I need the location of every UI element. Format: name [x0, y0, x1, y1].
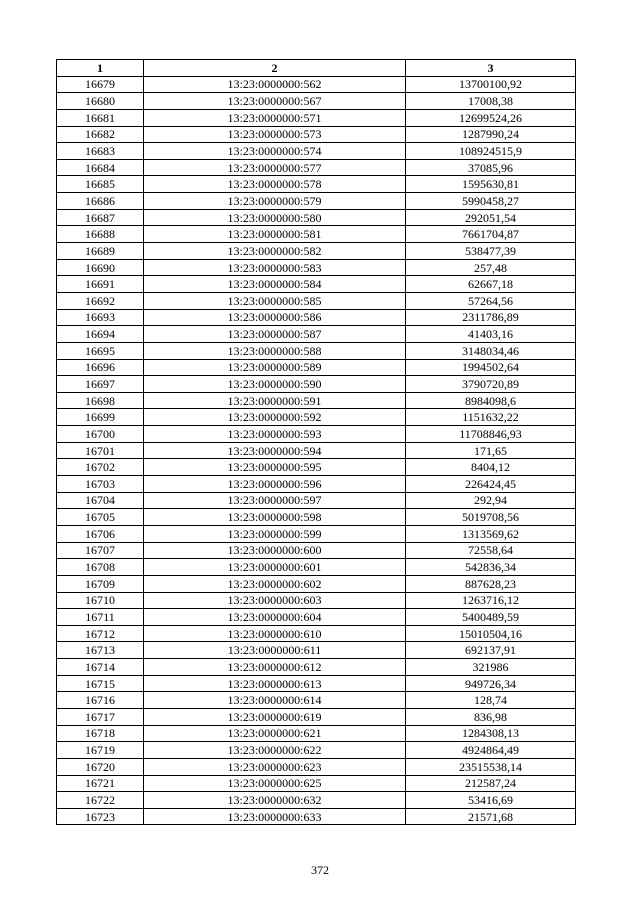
table-row: [57, 708, 576, 725]
cadastral-number-cell: 13:23:0000000:612: [144, 659, 406, 676]
row-number-cell: 16715: [57, 675, 144, 692]
row-number-cell: 16696: [57, 359, 144, 376]
table-row: [57, 243, 576, 260]
cadastral-number-cell: 13:23:0000000:603: [144, 592, 406, 609]
value-cell: 292051,54: [406, 209, 576, 226]
cadastral-number-cell: 13:23:0000000:613: [144, 675, 406, 692]
cadastral-number-cell: 13:23:0000000:571: [144, 109, 406, 126]
cadastral-number-cell: 13:23:0000000:592: [144, 409, 406, 426]
value-cell: 7661704,87: [406, 226, 576, 243]
value-cell: 226424,45: [406, 476, 576, 493]
value-cell: 321986: [406, 659, 576, 676]
cadastral-number-cell: 13:23:0000000:596: [144, 476, 406, 493]
cadastral-number-cell: 13:23:0000000:578: [144, 176, 406, 193]
row-number-cell: 16721: [57, 775, 144, 792]
value-cell: 17008,38: [406, 93, 576, 110]
table-row: [57, 326, 576, 343]
row-number-cell: 16682: [57, 126, 144, 143]
table-body: [57, 76, 576, 825]
table-row: [57, 659, 576, 676]
value-cell: 1287990,24: [406, 126, 576, 143]
value-cell: 41403,16: [406, 326, 576, 343]
table-row: [57, 492, 576, 509]
table-row: [57, 592, 576, 609]
value-cell: 4924864,49: [406, 742, 576, 759]
cadastral-number-cell: 13:23:0000000:632: [144, 792, 406, 809]
table-row: [57, 376, 576, 393]
table-row: [57, 476, 576, 493]
table-row: [57, 193, 576, 210]
value-cell: 3148034,46: [406, 342, 576, 359]
cadastral-number-cell: 13:23:0000000:588: [144, 342, 406, 359]
table-row: [57, 292, 576, 309]
table-header: [57, 60, 576, 77]
row-number-cell: 16711: [57, 609, 144, 626]
value-cell: 128,74: [406, 692, 576, 709]
table-row: [57, 625, 576, 642]
row-number-cell: 16691: [57, 276, 144, 293]
cadastral-number-cell: 13:23:0000000:602: [144, 575, 406, 592]
cadastral-number-cell: 13:23:0000000:567: [144, 93, 406, 110]
cadastral-number-cell: 13:23:0000000:593: [144, 426, 406, 443]
table-row: [57, 209, 576, 226]
cadastral-number-cell: 13:23:0000000:600: [144, 542, 406, 559]
table-row: [57, 525, 576, 542]
table-row: [57, 775, 576, 792]
value-cell: 171,65: [406, 442, 576, 459]
value-cell: 53416,69: [406, 792, 576, 809]
value-cell: 12699524,26: [406, 109, 576, 126]
header-row: [57, 60, 576, 77]
value-cell: 1313569,62: [406, 525, 576, 542]
cadastral-number-cell: 13:23:0000000:599: [144, 525, 406, 542]
row-number-cell: 16714: [57, 659, 144, 676]
column-header-2: 2: [144, 60, 406, 77]
cadastral-number-cell: 13:23:0000000:601: [144, 559, 406, 576]
column-header-1: 1: [57, 60, 144, 77]
cadastral-number-cell: 13:23:0000000:589: [144, 359, 406, 376]
table-row: [57, 642, 576, 659]
cadastral-number-cell: 13:23:0000000:621: [144, 725, 406, 742]
cadastral-number-cell: 13:23:0000000:581: [144, 226, 406, 243]
table-row: [57, 559, 576, 576]
cadastral-number-cell: 13:23:0000000:583: [144, 259, 406, 276]
value-cell: 3790720,89: [406, 376, 576, 393]
table-row: [57, 675, 576, 692]
cadastral-number-cell: 13:23:0000000:584: [144, 276, 406, 293]
row-number-cell: 16712: [57, 625, 144, 642]
table-row: [57, 259, 576, 276]
cadastral-number-cell: 13:23:0000000:577: [144, 159, 406, 176]
row-number-cell: 16698: [57, 392, 144, 409]
row-number-cell: 16684: [57, 159, 144, 176]
value-cell: 542836,34: [406, 559, 576, 576]
table-row: [57, 692, 576, 709]
cadastral-number-cell: 13:23:0000000:623: [144, 758, 406, 775]
row-number-cell: 16710: [57, 592, 144, 609]
value-cell: 887628,23: [406, 575, 576, 592]
row-number-cell: 16713: [57, 642, 144, 659]
row-number-cell: 16703: [57, 476, 144, 493]
value-cell: 108924515,9: [406, 143, 576, 160]
value-cell: 949726,34: [406, 675, 576, 692]
cadastral-number-cell: 13:23:0000000:598: [144, 509, 406, 526]
cadastral-number-cell: 13:23:0000000:586: [144, 309, 406, 326]
row-number-cell: 16706: [57, 525, 144, 542]
table-row: [57, 509, 576, 526]
table-row: [57, 609, 576, 626]
cadastral-number-cell: 13:23:0000000:582: [144, 243, 406, 260]
row-number-cell: 16692: [57, 292, 144, 309]
row-number-cell: 16697: [57, 376, 144, 393]
table-row: [57, 143, 576, 160]
row-number-cell: 16699: [57, 409, 144, 426]
row-number-cell: 16694: [57, 326, 144, 343]
value-cell: 292,94: [406, 492, 576, 509]
table-row: [57, 159, 576, 176]
row-number-cell: 16681: [57, 109, 144, 126]
value-cell: 57264,56: [406, 292, 576, 309]
table-row: [57, 808, 576, 825]
row-number-cell: 16683: [57, 143, 144, 160]
row-number-cell: 16702: [57, 459, 144, 476]
table-row: [57, 792, 576, 809]
value-cell: 836,98: [406, 708, 576, 725]
table-row: [57, 309, 576, 326]
table-row: [57, 226, 576, 243]
cadastral-number-cell: 13:23:0000000:611: [144, 642, 406, 659]
value-cell: 212587,24: [406, 775, 576, 792]
table-row: [57, 342, 576, 359]
row-number-cell: 16716: [57, 692, 144, 709]
cadastral-number-cell: 13:23:0000000:590: [144, 376, 406, 393]
cadastral-number-cell: 13:23:0000000:625: [144, 775, 406, 792]
table-row: [57, 176, 576, 193]
value-cell: 2311786,89: [406, 309, 576, 326]
value-cell: 21571,68: [406, 808, 576, 825]
row-number-cell: 16689: [57, 243, 144, 260]
cadastral-number-cell: 13:23:0000000:562: [144, 76, 406, 93]
cadastral-number-cell: 13:23:0000000:604: [144, 609, 406, 626]
row-number-cell: 16704: [57, 492, 144, 509]
row-number-cell: 16680: [57, 93, 144, 110]
cadastral-number-cell: 13:23:0000000:614: [144, 692, 406, 709]
row-number-cell: 16723: [57, 808, 144, 825]
value-cell: 1284308,13: [406, 725, 576, 742]
value-cell: 1263716,12: [406, 592, 576, 609]
row-number-cell: 16693: [57, 309, 144, 326]
cadastral-number-cell: 13:23:0000000:580: [144, 209, 406, 226]
cadastral-number-cell: 13:23:0000000:619: [144, 708, 406, 725]
value-cell: 11708846,93: [406, 426, 576, 443]
table-row: [57, 758, 576, 775]
cadastral-number-cell: 13:23:0000000:591: [144, 392, 406, 409]
table-row: [57, 126, 576, 143]
value-cell: 692137,91: [406, 642, 576, 659]
row-number-cell: 16717: [57, 708, 144, 725]
row-number-cell: 16722: [57, 792, 144, 809]
cadastral-number-cell: 13:23:0000000:574: [144, 143, 406, 160]
row-number-cell: 16686: [57, 193, 144, 210]
row-number-cell: 16719: [57, 742, 144, 759]
value-cell: 5990458,27: [406, 193, 576, 210]
value-cell: 5400489,59: [406, 609, 576, 626]
table-row: [57, 575, 576, 592]
value-cell: 1994502,64: [406, 359, 576, 376]
row-number-cell: 16718: [57, 725, 144, 742]
table-row: [57, 725, 576, 742]
value-cell: 72558,64: [406, 542, 576, 559]
value-cell: 23515538,14: [406, 758, 576, 775]
page-number: 372: [311, 863, 329, 877]
cadastral-number-cell: 13:23:0000000:595: [144, 459, 406, 476]
table-row: [57, 76, 576, 93]
row-number-cell: 16720: [57, 758, 144, 775]
cadastral-number-cell: 13:23:0000000:585: [144, 292, 406, 309]
cadastral-number-cell: 13:23:0000000:587: [144, 326, 406, 343]
value-cell: 1595630,81: [406, 176, 576, 193]
value-cell: 5019708,56: [406, 509, 576, 526]
row-number-cell: 16687: [57, 209, 144, 226]
table-row: [57, 392, 576, 409]
value-cell: 62667,18: [406, 276, 576, 293]
table-row: [57, 276, 576, 293]
table-row: [57, 109, 576, 126]
cadastral-number-cell: 13:23:0000000:610: [144, 625, 406, 642]
table-row: [57, 426, 576, 443]
row-number-cell: 16688: [57, 226, 144, 243]
row-number-cell: 16705: [57, 509, 144, 526]
cadastral-number-cell: 13:23:0000000:597: [144, 492, 406, 509]
table-row: [57, 742, 576, 759]
table-row: [57, 442, 576, 459]
value-cell: 15010504,16: [406, 625, 576, 642]
value-cell: 8984098,6: [406, 392, 576, 409]
cadastral-number-cell: 13:23:0000000:622: [144, 742, 406, 759]
value-cell: 538477,39: [406, 243, 576, 260]
row-number-cell: 16700: [57, 426, 144, 443]
row-number-cell: 16679: [57, 76, 144, 93]
value-cell: 257,48: [406, 259, 576, 276]
row-number-cell: 16685: [57, 176, 144, 193]
row-number-cell: 16707: [57, 542, 144, 559]
column-header-3: 3: [406, 60, 576, 77]
table-row: [57, 542, 576, 559]
value-cell: 8404,12: [406, 459, 576, 476]
row-number-cell: 16695: [57, 342, 144, 359]
table-row: [57, 409, 576, 426]
value-cell: 13700100,92: [406, 76, 576, 93]
row-number-cell: 16708: [57, 559, 144, 576]
cadastral-number-cell: 13:23:0000000:573: [144, 126, 406, 143]
row-number-cell: 16690: [57, 259, 144, 276]
row-number-cell: 16701: [57, 442, 144, 459]
value-cell: 37085,96: [406, 159, 576, 176]
table-row: [57, 93, 576, 110]
table-row: [57, 459, 576, 476]
row-number-cell: 16709: [57, 575, 144, 592]
cadastral-number-cell: 13:23:0000000:594: [144, 442, 406, 459]
data-table: [56, 59, 576, 825]
table-row: [57, 359, 576, 376]
cadastral-number-cell: 13:23:0000000:579: [144, 193, 406, 210]
value-cell: 1151632,22: [406, 409, 576, 426]
cadastral-number-cell: 13:23:0000000:633: [144, 808, 406, 825]
